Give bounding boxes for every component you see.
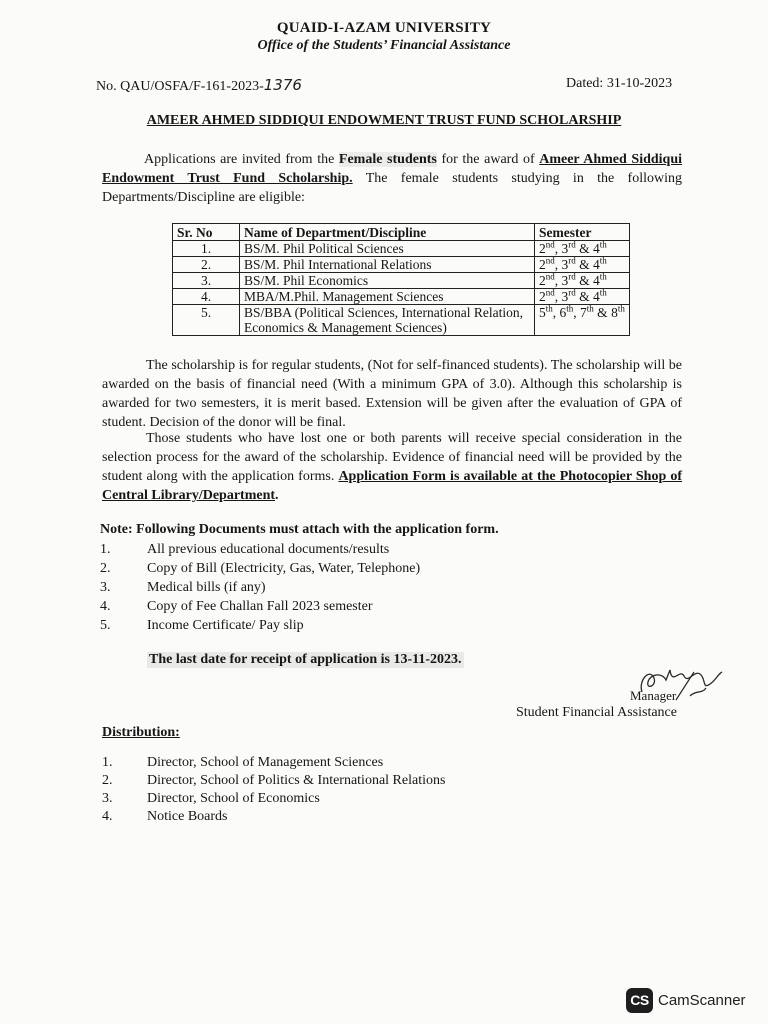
header-department: Name of Department/Discipline (240, 224, 535, 241)
table-row (173, 273, 630, 289)
university-name: QUAID-I-AZAM UNIVERSITY (276, 20, 492, 36)
consideration-text: Those students who have lost one or both parents will receive special consideration in the selection process for the award of the scholarship. Evidence of financial need will be provided by the student along with the application forms. (102, 431, 682, 484)
row-department: BS/M. Phil International Relations (240, 257, 535, 273)
row-department: MBA/M.Phil. Management Sciences (240, 289, 535, 305)
row-department: BS/M. Phil Economics (240, 273, 535, 289)
row-semester: 2nd, 3rd & 4th (535, 289, 630, 305)
table-row (173, 289, 630, 305)
scholarship-title: AMEER AHMED SIDDIQUI ENDOWMENT TRUST FUND SCHOLARSHIP (146, 113, 622, 128)
last-date-notice: The last date for receipt of application is 13-11-2023. (149, 652, 462, 667)
department-table (172, 223, 630, 336)
row-sr: 3. (173, 273, 240, 289)
row-semester: 2nd, 3rd & 4th (535, 257, 630, 273)
row-semester: 5th, 6th, 7th & 8th (535, 305, 630, 336)
handwritten-number: 1376 (263, 76, 302, 94)
application-form-availability: Application Form is available at the Photocopier Shop of Central Library/Department (102, 469, 683, 503)
row-department: BS/M. Phil Political Sciences (240, 241, 535, 257)
row-sr: 5. (173, 305, 240, 336)
row-semester: 2nd, 3rd & 4th (535, 241, 630, 257)
date: Dated: 31-10-2023 (566, 76, 673, 91)
camscanner-watermark (626, 986, 746, 1014)
table-row (173, 305, 630, 336)
table-row (173, 241, 630, 257)
row-department: BS/BBA (Political Sciences, International Relation, Economics & Management Sciences) (240, 305, 535, 336)
camscanner-label: CamScanner (658, 991, 746, 1009)
distribution-heading: Distribution: (102, 725, 180, 740)
row-semester: 2nd, 3rd & 4th (535, 273, 630, 289)
intro-text-1: Applications are invited from the (144, 152, 339, 167)
header-sr-no: Sr. No (173, 224, 240, 241)
row-sr: 2. (173, 257, 240, 273)
office-name: Office of the Students’ Financial Assistance (257, 38, 511, 53)
table-row (173, 257, 630, 273)
signatory-office: Student Financial Assistance (516, 705, 677, 720)
intro-female-students: Female students (338, 152, 437, 167)
intro-scholarship-name: Ameer Ahmed Siddiqui Endowment Trust Fund Scholarship. (102, 152, 683, 186)
consideration-period: . (275, 488, 279, 503)
reference-prefix: No. QAU/OSFA/F-161-2023- (96, 79, 264, 94)
intro-text-2: for the award of (436, 152, 540, 167)
intro-text-3: The female students studying in the following Departments/Discipline are eligible: (102, 171, 682, 205)
eligibility-paragraph: The scholarship is for regular students, (Not for self-financed students). The scholarship will be awarded on the basis of financial need (With a minimum GPA of 3.0). Although this scholarship is awarded for two semesters, it is merit based. Extension will be given after the evaluation of GPA of student. Decision of the donor will be final. (102, 358, 682, 430)
consideration-paragraph (102, 429, 682, 505)
row-sr: 4. (173, 289, 240, 305)
header-semester: Semester (535, 224, 630, 241)
reference-number (96, 76, 302, 95)
note-heading: Note: Following Documents must attach with the application form. (100, 522, 499, 537)
row-sr: 1. (173, 241, 240, 257)
table-header-row (173, 224, 630, 241)
intro-paragraph (102, 150, 682, 207)
camscanner-logo-icon: CS (626, 988, 653, 1013)
signatory-title: Manager (630, 688, 677, 703)
